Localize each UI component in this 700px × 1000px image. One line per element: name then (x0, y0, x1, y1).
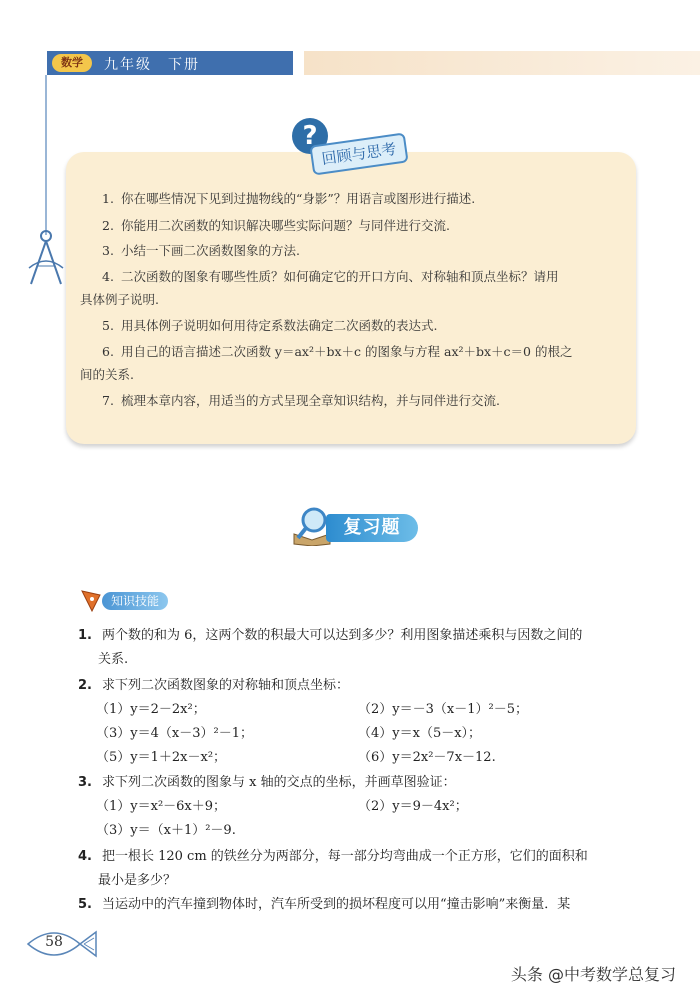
question-1-cont: 关系. (98, 652, 129, 667)
skill-label: 知识技能 (102, 592, 168, 610)
question-2-part-2: （2）y＝－3（x－1）²－5； (358, 702, 528, 717)
review-item-7: 7. 梳理本章内容，用适当的方式呈现全章知识结构，并与同伴进行交流. (102, 393, 500, 408)
question-3-part-1: （1）y＝x²－6x＋9； (96, 799, 227, 814)
review-item-5: 5. 用具体例子说明如何用待定系数法确定二次函数的表达式. (102, 318, 438, 333)
question-4-cont: 最小是多少？ (98, 873, 177, 888)
review-title: 回顾与思考 (309, 132, 408, 175)
exercises-title: 复习题 (326, 514, 418, 542)
question-mark-icon: ? (292, 118, 328, 154)
margin-line (45, 75, 47, 235)
question-3-part-2: （2）y＝9－4x²； (358, 799, 468, 814)
review-item-2: 2. 你能用二次函数的知识解决哪些实际问题？与同伴进行交流. (102, 218, 450, 233)
review-title-badge (292, 118, 414, 188)
review-item-4-cont: 具体例子说明. (80, 292, 159, 307)
review-item-1: 1. 你在哪些情况下见到过抛物线的“身影”？用语言或图形进行描述. (102, 191, 476, 206)
question-5: 5. 当运动中的汽车撞到物体时，汽车所受到的损坏程度可以用“撞击影响”来衡量．某 (78, 897, 571, 912)
review-item-3: 3. 小结一下画二次函数图象的方法. (102, 243, 300, 258)
page-number: 58 (45, 934, 63, 950)
question-2-part-1: （1）y＝2－2x²； (96, 702, 206, 717)
header-decoration-strip (304, 51, 700, 75)
question-2-part-5: （5）y＝1＋2x－x²； (96, 750, 227, 765)
subject-badge: 数学 (52, 54, 92, 72)
skill-tag (78, 587, 193, 613)
question-1: 1. 两个数的和为 6，这两个数的积最大可以达到多少？利用图象描述乘积与因数之间的 (78, 628, 583, 643)
question-2-part-3: （3）y＝4（x－3）²－1； (96, 726, 253, 741)
review-item-4: 4. 二次函数的图象有哪些性质？如何确定它的开口方向、对称轴和顶点坐标？请用 (102, 269, 559, 284)
question-3-part-3: （3）y＝（x＋1）²－9. (96, 823, 236, 838)
question-2: 2. 求下列二次函数图象的对称轴和顶点坐标： (78, 678, 349, 693)
question-3: 3. 求下列二次函数的图象与 x 轴的交点的坐标，并画草图验证： (78, 775, 456, 790)
question-2-part-4: （4）y＝x（5－x）； (358, 726, 482, 741)
compass-icon (23, 228, 69, 288)
review-item-6: 6. 用自己的语言描述二次函数 y＝ax²＋bx＋c 的图象与方程 ax²＋bx＋c＝0 的根之 (102, 344, 573, 359)
watermark: 头条 @中考数学总复习 (510, 965, 676, 984)
header-grade: 九年级 下册 (104, 57, 200, 73)
review-item-6-cont: 间的关系. (80, 367, 134, 382)
pen-nib-icon (78, 587, 104, 613)
exercises-title-badge (290, 504, 430, 546)
question-4: 4. 把一根长 120 cm 的铁丝分为两部分，每一部分均弯曲成一个正方形，它们的面积和 (78, 849, 588, 864)
page-number-badge (24, 920, 100, 968)
question-2-part-6: （6）y＝2x²－7x－12. (358, 750, 496, 765)
